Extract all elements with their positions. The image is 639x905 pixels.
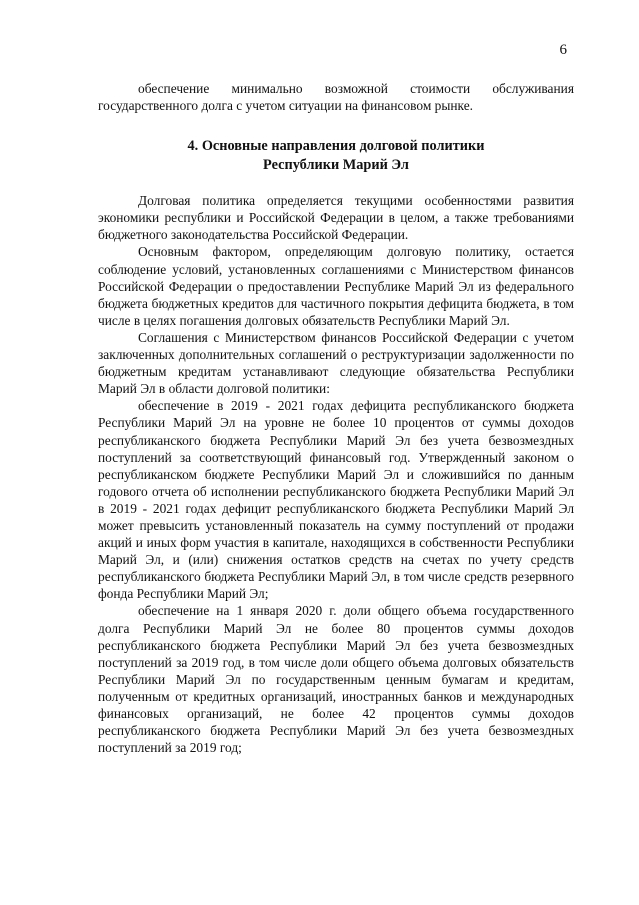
paragraph-main-factor: Основным фактором, определяющим долговую политику, остается соблюдение условий, установленных соглашениями с Министерством финансов Российской Федерации о предоставлении Республике Марий Эл из федерального бюджета бюджетных кредитов для частичного покрытия дефицита бюджета, в том числе в целях погашения долговых обязательств Республики Марий Эл.: [98, 244, 574, 328]
section-heading-line-1: 4. Основные направления долговой политики: [187, 138, 485, 155]
document-body: [98, 80, 574, 756]
paragraph-debt-policy: Долговая политика определяется текущими особенностями развития экономики республики и Российской Федерации в целом, а также требованиями бюджетного законодательства Российской Федерации.: [98, 193, 574, 243]
intro-paragraph: обеспечение минимально возможной стоимости обслуживания государственного долга с учетом ситуации на финансовом рынке.: [98, 81, 574, 114]
section-heading: [98, 137, 574, 175]
paragraph-deficit-obligation: обеспечение в 2019 - 2021 годах дефицита республиканского бюджета Республики Марий Эл на уровне не более 10 процентов от суммы доходов республиканского бюджета Республики Марий Эл без учета безвозмездных поступлений за соответствующий финансовый год. Утвержденный законом о республиканском бюджете Республики Марий Эл и сложившийся по данным годового отчета об исполнении республиканского бюджета Республики Марий Эл в 2019 - 2021 годах дефицит республиканского бюджета Республики Марий Эл может превысить установленный показатель на сумму поступлений от продажи акций и иных форм участия в капитале, находящихся в собственности Республики Марий Эл, и (или) снижения остатков средств на счетах по учету средств республиканского бюджета Республики Марий Эл, в том числе средств резервного фонда Республики Марий Эл;: [98, 398, 574, 602]
paragraph-agreements: Соглашения с Министерством финансов Российской Федерации с учетом заключенных дополнительных соглашений о реструктуризации задолженности по бюджетным кредитам устанавливают следующие обязательства Республики Марий Эл в области долговой политики:: [98, 329, 574, 397]
page-number: 6: [559, 42, 567, 58]
paragraph-debt-share-obligation: обеспечение на 1 января 2020 г. доли общего объема государственного долга Республики Марий Эл не более 80 процентов суммы доходов республиканского бюджета Республики Марий Эл без учета безвозмездных поступлений за 2019 год, в том числе доли общего объема долговых обязательств Республики Марий Эл по государственным ценным бумагам и кредитам, полученным от кредитных организаций, иностранных банков и международных финансовых организаций, не более 42 процентов суммы доходов республиканского бюджета Республики Марий Эл без учета безвозмездных поступлений за 2019 год;: [98, 603, 574, 756]
section-heading-line-2: Республики Марий Эл: [263, 157, 409, 174]
